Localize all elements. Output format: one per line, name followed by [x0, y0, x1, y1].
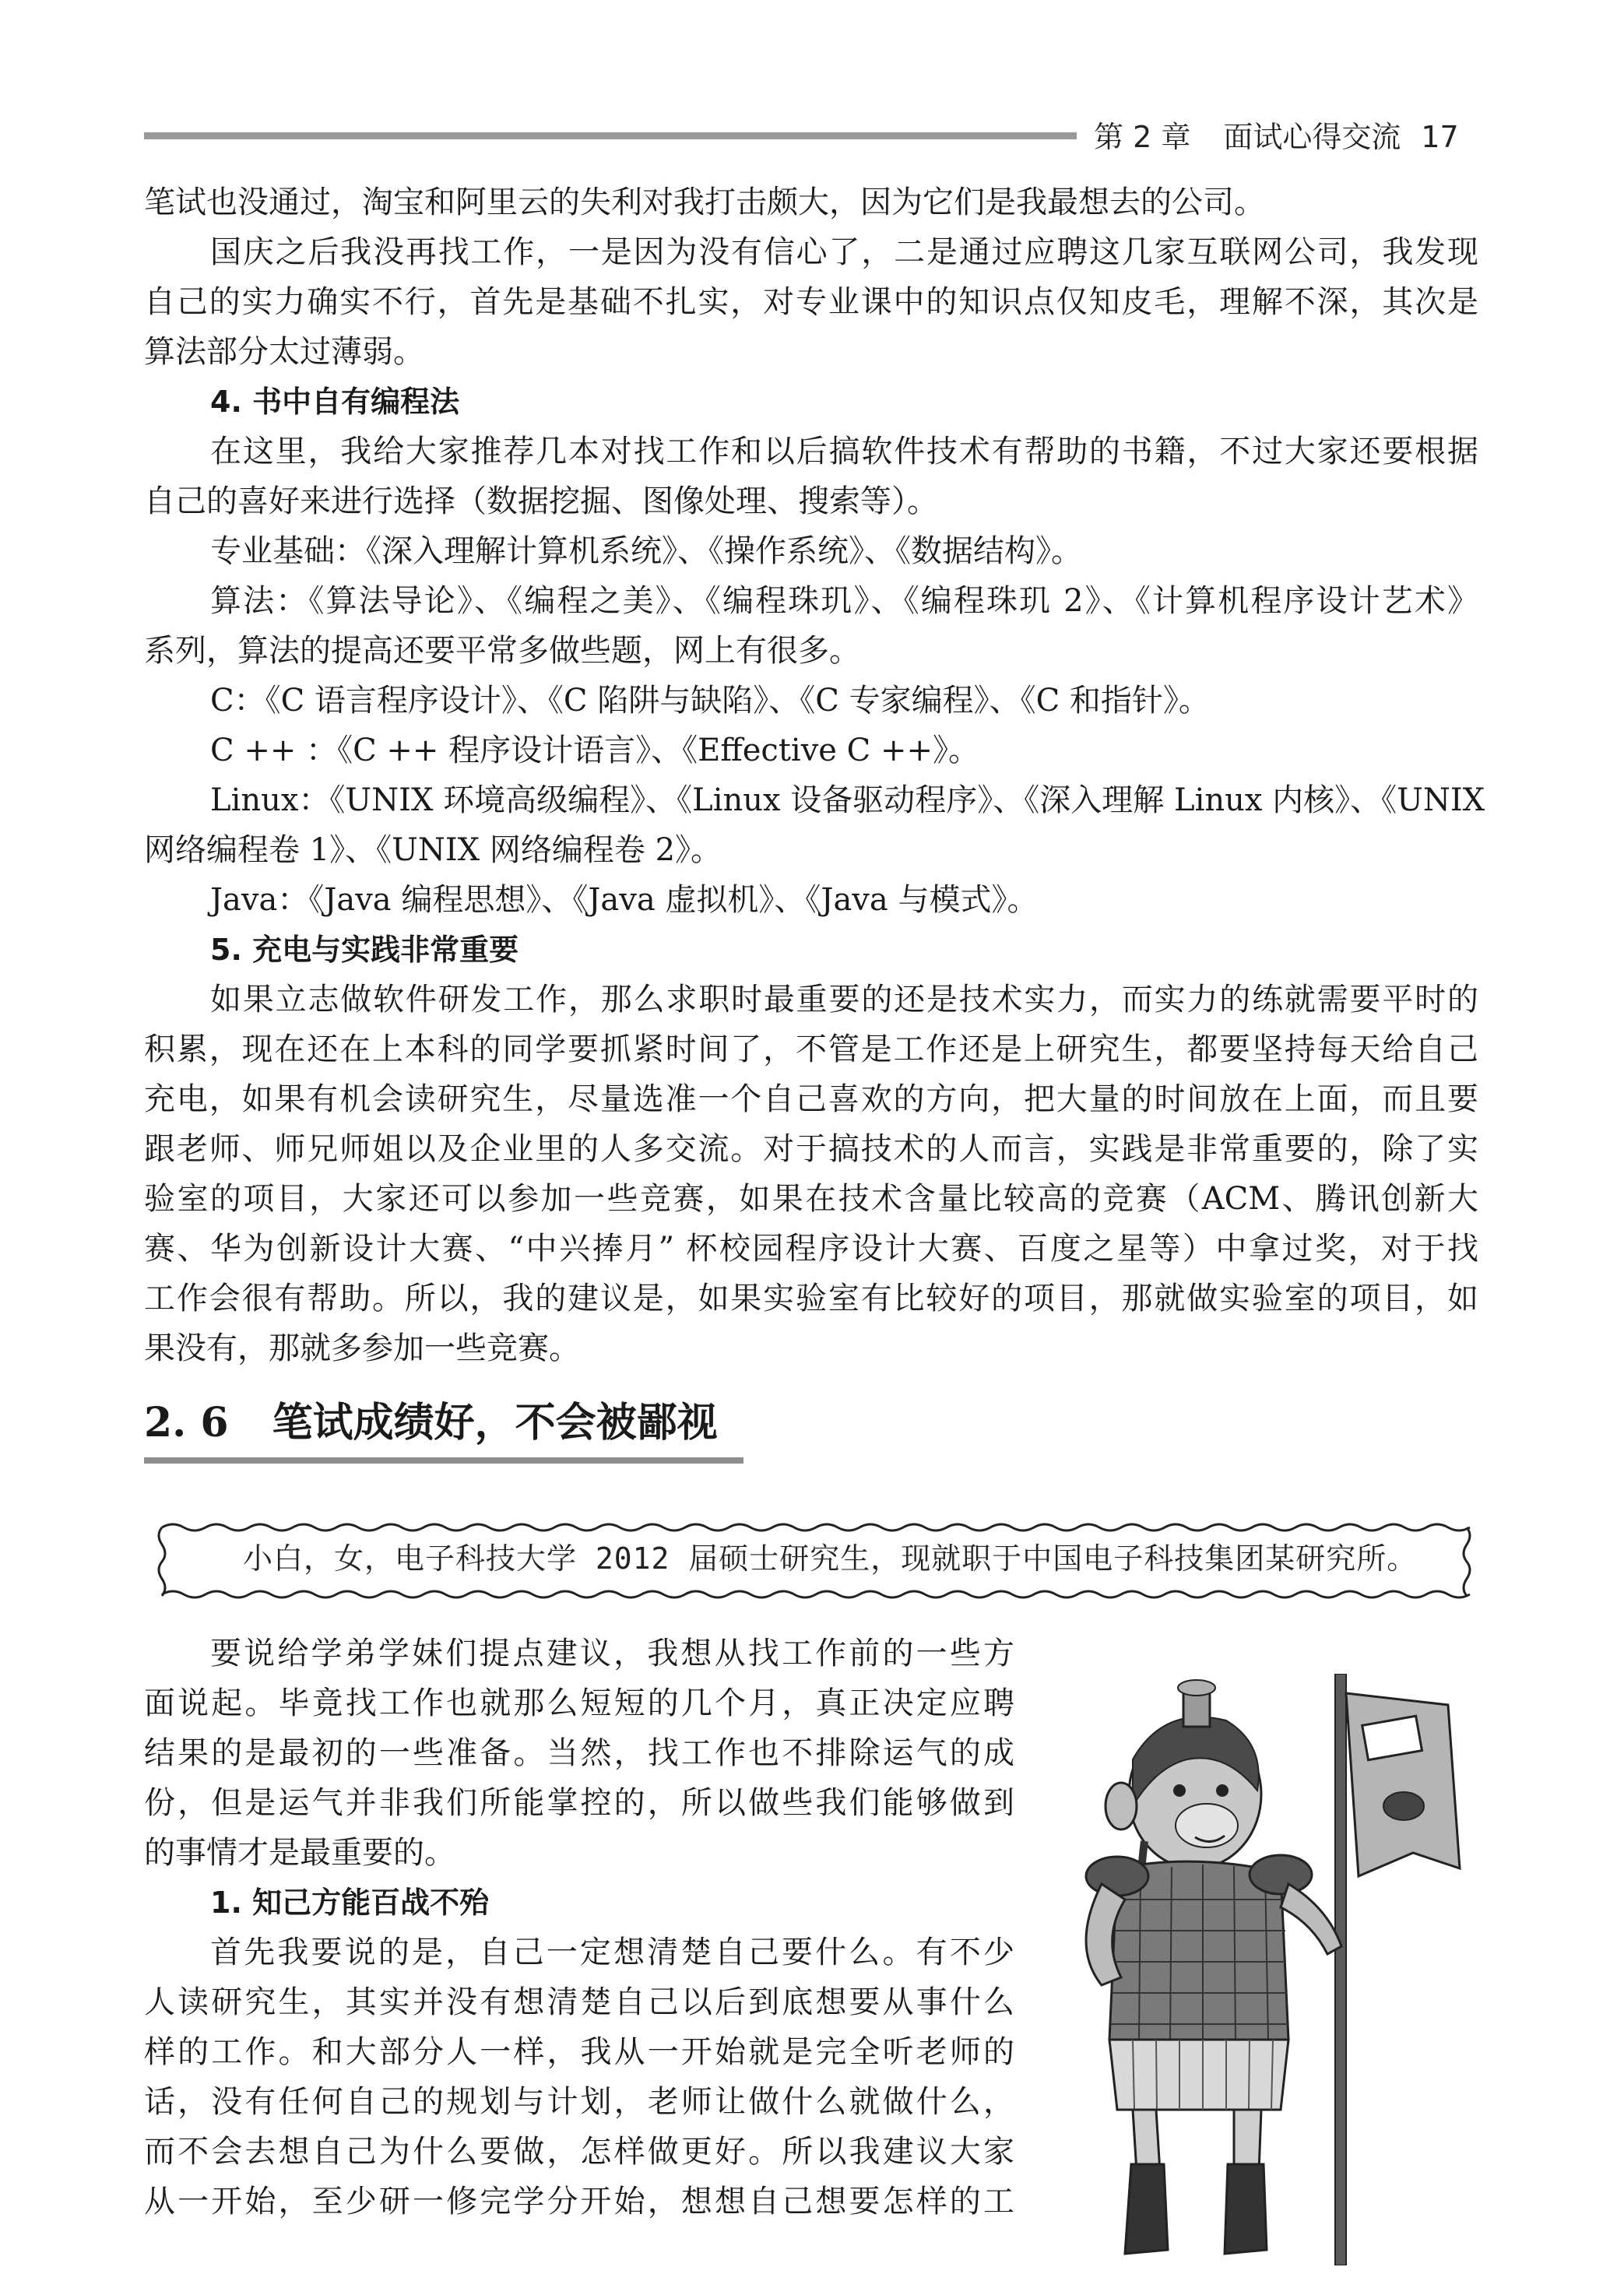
paragraph-line: 在这里，我给大家推荐几本对找工作和以后搞软件技术有帮助的书籍，不过大家还要根据: [210, 434, 1478, 469]
paragraph-line: 果没有，那就多参加一些竞赛。: [144, 1330, 580, 1366]
paragraph-line: 笔试也没通过，淘宝和阿里云的失利对我打击颇大，因为它们是我最想去的公司。: [144, 185, 1265, 220]
book-list-algorithms: 算法：《算法导论》、《编程之美》、《编程珠玑》、《编程珠玑 2》、《计算机程序设计艺术》: [210, 583, 1478, 619]
chapter-title: 面试心得交流: [1223, 120, 1401, 154]
author-bio-text: 小白，女，电子科技大学 2012 届硕士研究生，现就职于中国电子科技集团某研究所。: [243, 1541, 1418, 1576]
author-bio-box: [156, 1518, 1471, 1604]
chapter-label: 第 2 章: [1094, 120, 1191, 154]
section-heading: [144, 1392, 718, 1454]
running-header: [1094, 118, 1459, 156]
paragraph-line: 系列，算法的提高还要平常多做些题，网上有很多。: [144, 633, 860, 669]
paragraph-line: 自己的实力确实不行，首先是基础不扎实，对专业课中的知识点仅知皮毛，理解不深，其次是: [144, 284, 1478, 320]
monkey-warrior-illustration: [1047, 1674, 1483, 2265]
paragraph-line: 而不会去想自己为什么要做，怎样做更好。所以我建议大家: [144, 2134, 1014, 2170]
paragraph-line: 跟老师、师兄师姐以及企业里的人多交流。对于搞技术的人而言，实践是非常重要的，除了实: [144, 1131, 1478, 1167]
paragraph-line: 结果的是最初的一些准备。当然，找工作也不排除运气的成: [144, 1735, 1014, 1771]
section-number: 2. 6: [144, 1399, 229, 1446]
paragraph-line: 话，没有任何自己的规划与计划，老师让做什么就做什么，: [144, 2084, 1014, 2120]
paragraph-line: 面说起。毕竟找工作也就那么短短的几个月，真正决定应聘: [144, 1685, 1014, 1721]
subheading-4: 4. 书中自有编程法: [210, 385, 460, 419]
paragraph-line: 充电，如果有机会读研究生，尽量选准一个自己喜欢的方向，把大量的时间放在上面，而且要: [144, 1081, 1478, 1117]
section-title: 笔试成绩好，不会被鄙视: [272, 1400, 718, 1446]
paragraph-line: 首先我要说的是，自己一定想清楚自己要什么。有不少: [210, 1935, 1014, 1970]
paragraph-line: 要说给学弟学妹们提点建议，我想从找工作前的一些方: [210, 1636, 1014, 1671]
subheading-5: 5. 充电与实践非常重要: [210, 933, 519, 967]
paragraph-line: 样的工作。和大部分人一样，我从一开始就是完全听老师的: [144, 2034, 1014, 2070]
paragraph-line: 人读研究生，其实并没有想清楚自己以后到底想要从事什么: [144, 1984, 1014, 2020]
paragraph-line: 积累，现在还在上本科的同学要抓紧时间了，不管是工作还是上研究生，都要坚持每天给自己: [144, 1032, 1478, 1067]
section-rule: [144, 1457, 743, 1464]
page-number: 17: [1421, 120, 1459, 154]
book-list-linux: Linux：《UNIX 环境高级编程》、《Linux 设备驱动程序》、《深入理解 Linux 内核》、《UNIX: [210, 782, 1485, 818]
paragraph-line: 算法部分太过薄弱。: [144, 334, 424, 370]
book-list-fundamentals: 专业基础：《深入理解计算机系统》、《操作系统》、《数据结构》。: [210, 533, 1082, 569]
subheading-1: 1. 知己方能百战不殆: [210, 1886, 490, 1920]
paragraph-line: 自己的喜好来进行选择（数据挖掘、图像处理、搜索等）。: [144, 483, 938, 519]
book-list-java: Java：《Java 编程思想》、《Java 虚拟机》、《Java 与模式》。: [210, 882, 1039, 918]
paragraph-line: 从一开始，至少研一修完学分开始，想想自己想要怎样的工: [144, 2184, 1014, 2219]
paragraph-line: 工作会很有帮助。所以，我的建议是，如果实验室有比较好的项目，那就做实验室的项目，如: [144, 1281, 1478, 1316]
paragraph-line: 如果立志做软件研发工作，那么求职时最重要的还是技术实力，而实力的练就需要平时的: [210, 982, 1478, 1017]
paragraph-line: 国庆之后我没再找工作，一是因为没有信心了，二是通过应聘这几家互联网公司，我发现: [210, 234, 1478, 270]
paragraph-line: 的事情才是最重要的。: [144, 1835, 455, 1871]
paragraph-line: 网络编程卷 1》、《UNIX 网络编程卷 2》。: [144, 832, 722, 868]
paragraph-line: 赛、华为创新设计大赛、“中兴捧月” 杯校园程序设计大赛、百度之星等）中拿过奖，对于找: [144, 1231, 1478, 1267]
header-rule: [144, 132, 1077, 139]
book-list-cpp: C ++ ：《C ++ 程序设计语言》、《Effective C ++》。: [210, 733, 980, 768]
book-list-c: C：《C 语言程序设计》、《C 陷阱与缺陷》、《C 专家编程》、《C 和指针》。: [210, 683, 1210, 719]
flag-pole: [1335, 1674, 1346, 2265]
paragraph-line: 份，但是运气并非我们所能掌控的，所以做些我们能够做到: [144, 1785, 1014, 1821]
paragraph-line: 验室的项目，大家还可以参加一些竞赛，如果在技术含量比较高的竞赛（ACM、腾讯创新大: [144, 1181, 1478, 1217]
